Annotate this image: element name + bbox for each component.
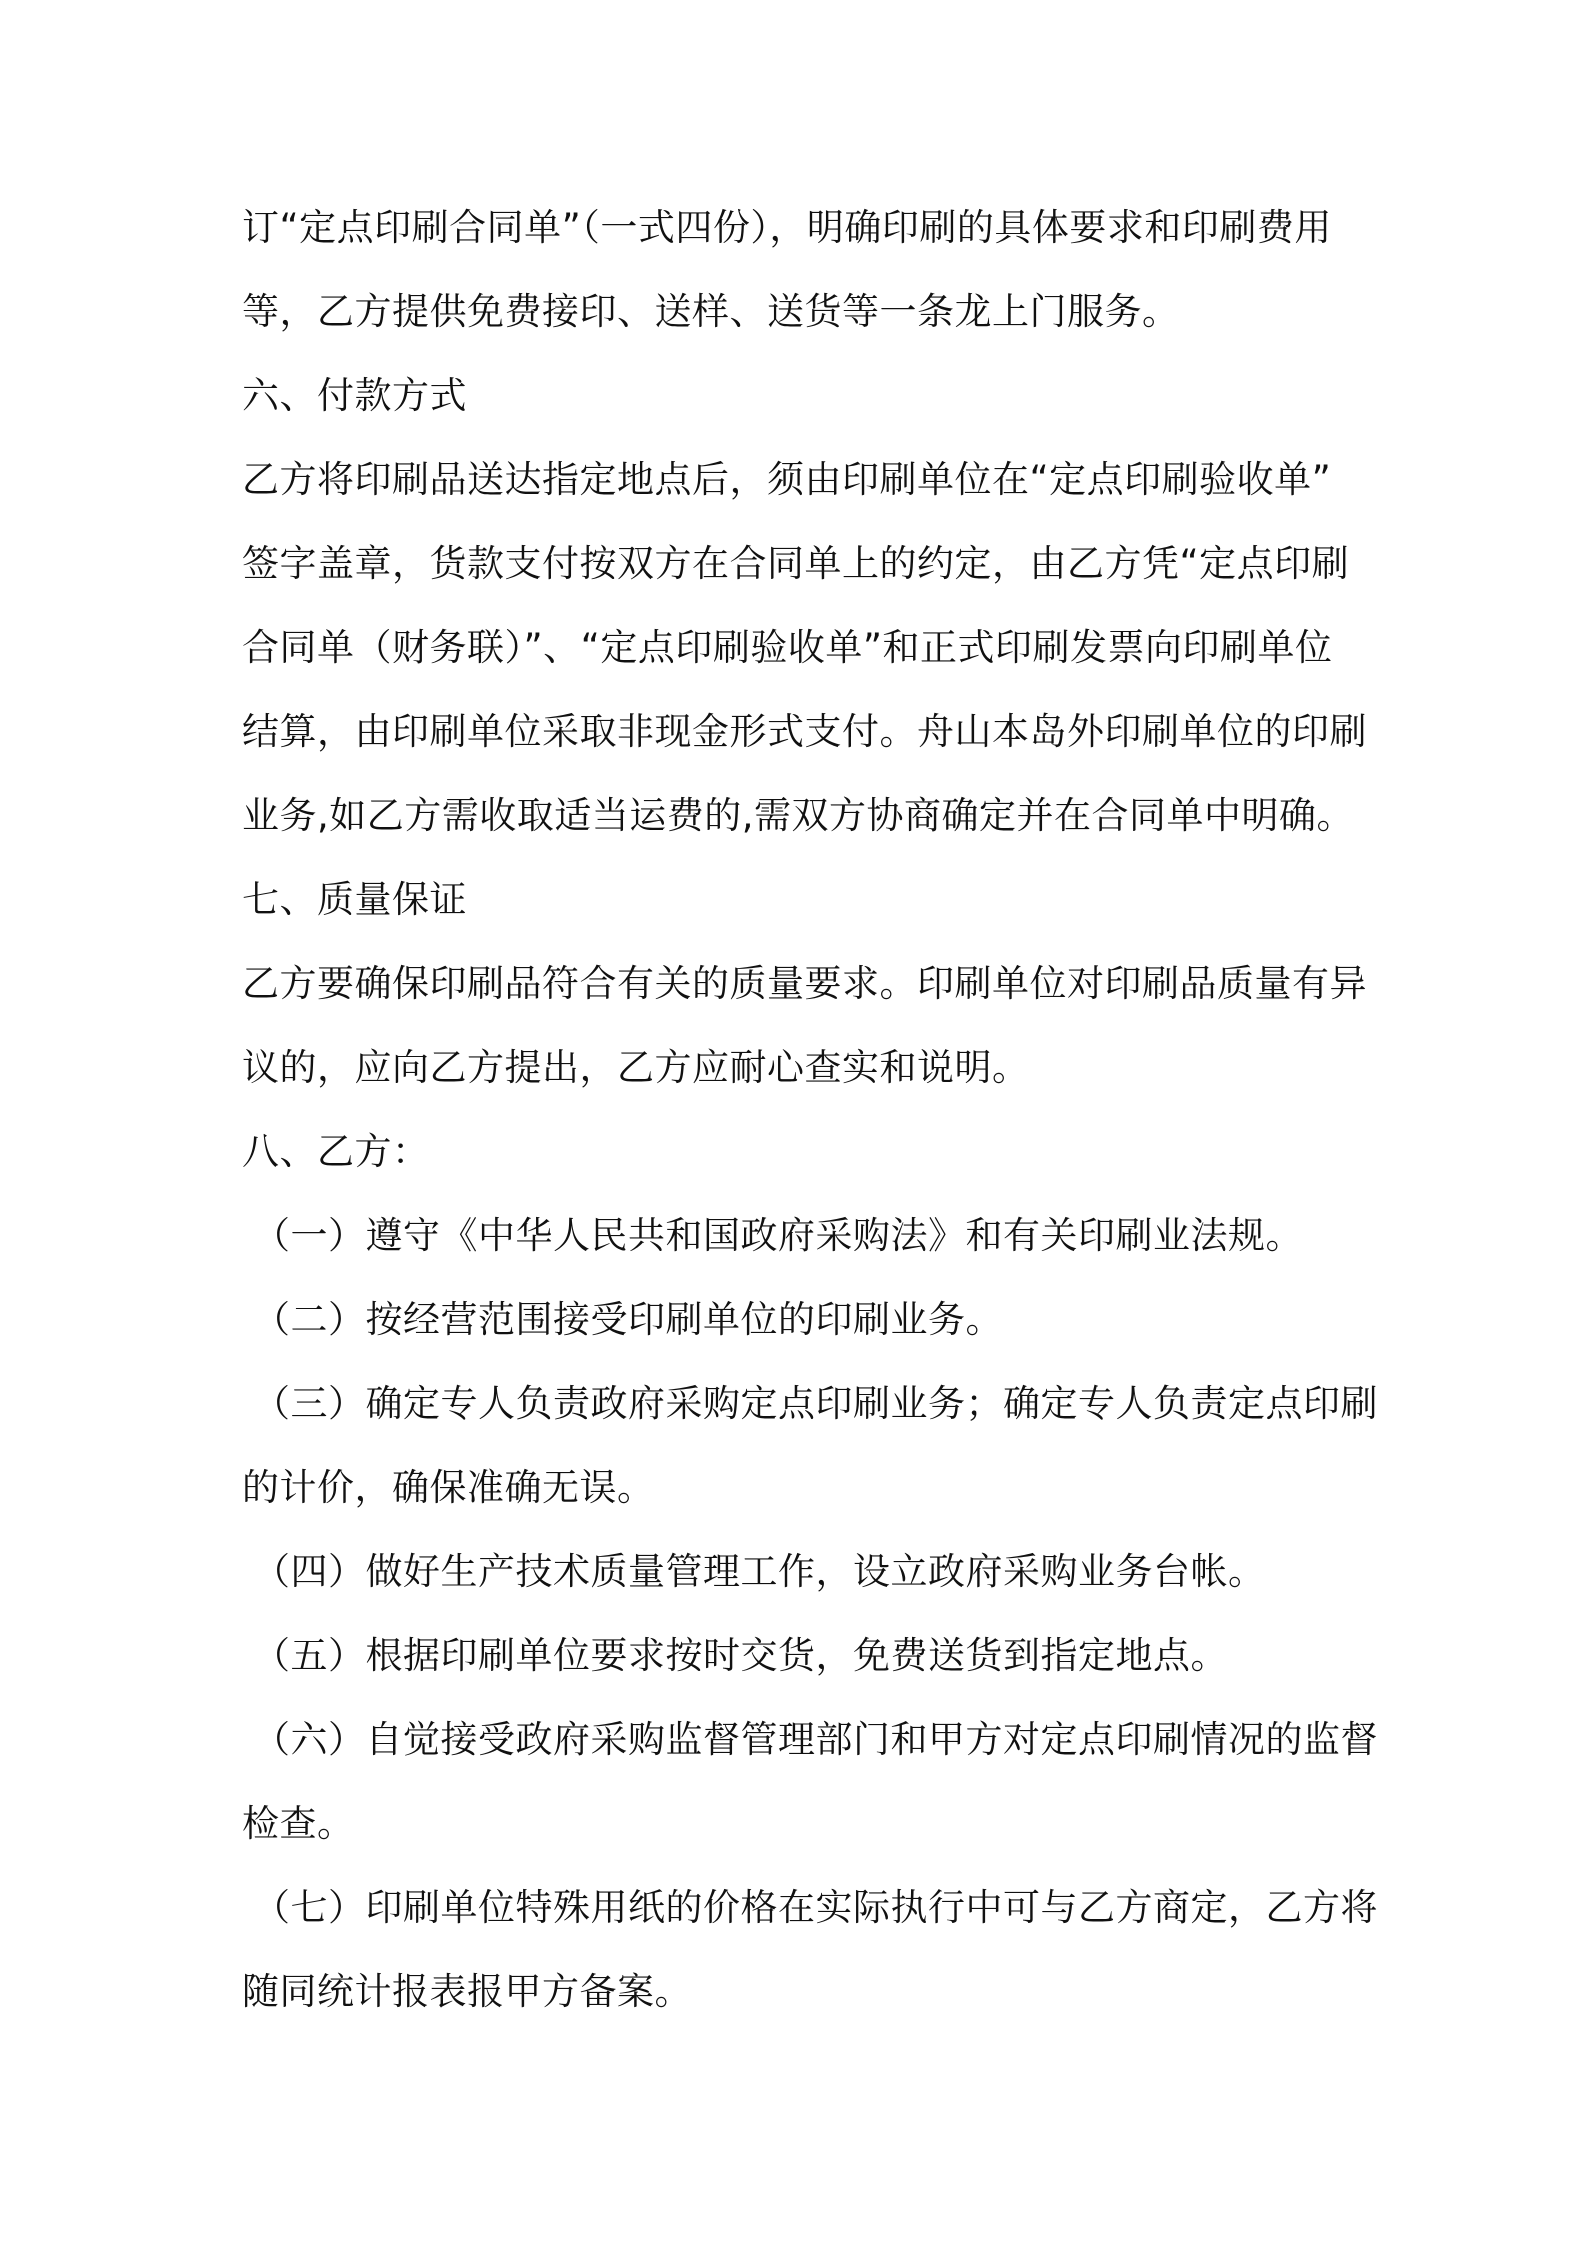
section-heading-party-b: 八、乙方： [242, 1130, 430, 1173]
paragraph-line: 乙方要确保印刷品符合有关的质量要求。印刷单位对印刷品质量有异 [242, 962, 1367, 1005]
paragraph-line: 等，乙方提供免费接印、送样、送货等一条龙上门服务。 [242, 290, 1180, 333]
paragraph-line: 乙方将印刷品送达指定地点后，须由印刷单位在“定点印刷验收单” [242, 458, 1332, 501]
list-item-continuation: 检查。 [242, 1802, 355, 1845]
list-item: （一）遵守《中华人民共和国政府采购法》和有关印刷业法规。 [253, 1214, 1303, 1257]
list-item: （三）确定专人负责政府采购定点印刷业务；确定专人负责定点印刷 [253, 1382, 1378, 1425]
list-item-continuation: 的计价，确保准确无误。 [242, 1466, 655, 1509]
section-heading-payment: 六、付款方式 [242, 374, 467, 417]
list-item: （四）做好生产技术质量管理工作，设立政府采购业务台帐。 [253, 1550, 1266, 1593]
list-item: （五）根据印刷单位要求按时交货，免费送货到指定地点。 [253, 1634, 1228, 1677]
paragraph-line: 签字盖章，货款支付按双方在合同单上的约定，由乙方凭“定点印刷 [242, 542, 1350, 585]
paragraph-line: 议的，应向乙方提出，乙方应耐心查实和说明。 [242, 1046, 1030, 1089]
paragraph-line: 订“定点印刷合同单”（一式四份），明确印刷的具体要求和印刷费用 [242, 206, 1332, 249]
paragraph-line: 合同单（财务联）”、“定点印刷验收单”和正式印刷发票向印刷单位 [242, 626, 1333, 669]
paragraph-line: 业务,如乙方需收取适当运费的,需双方协商确定并在合同单中明确。 [242, 794, 1355, 837]
section-heading-quality: 七、质量保证 [242, 878, 467, 921]
list-item: （六）自觉接受政府采购监督管理部门和甲方对定点印刷情况的监督 [253, 1718, 1378, 1761]
list-item-continuation: 随同统计报表报甲方备案。 [242, 1970, 692, 2013]
list-item: （二）按经营范围接受印刷单位的印刷业务。 [253, 1298, 1003, 1341]
paragraph-line: 结算，由印刷单位采取非现金形式支付。舟山本岛外印刷单位的印刷 [242, 710, 1367, 753]
list-item: （七）印刷单位特殊用纸的价格在实际执行中可与乙方商定，乙方将 [253, 1886, 1378, 1929]
